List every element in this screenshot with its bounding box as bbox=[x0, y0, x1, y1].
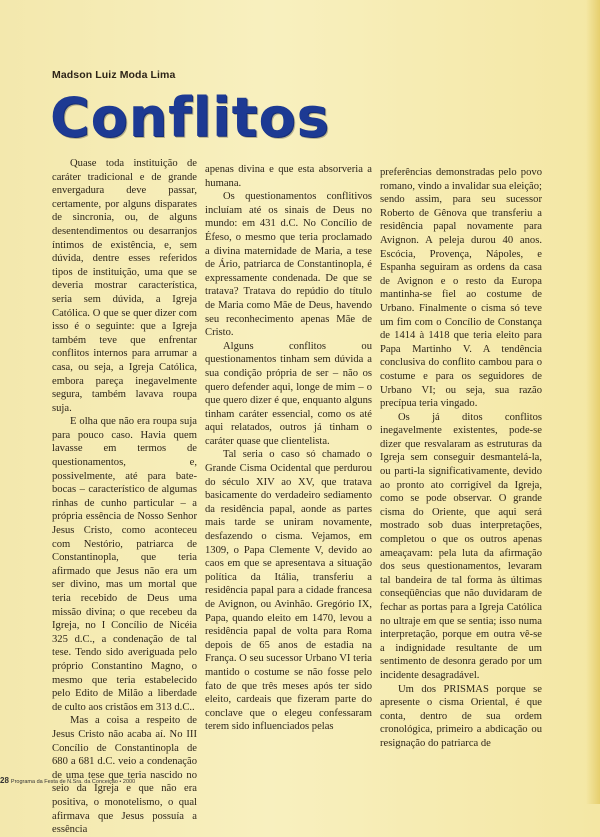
author-name: Madson Luiz Moda Lima bbox=[52, 69, 176, 81]
paragraph: Tal seria o caso só chamado o Grande Cisma Ocidental que perdurou do século XIV ao XV, que tratava basicamente do verdadeiro sediamento da residência papal, aonde as partes mais tarde se uniram novamente, desfazendo o cisma. Vejamos, em 1309, o Papa Clemente V, devido ao caos em que se apresentava a situação política da Itália, transferiu a residência papal para a cidade francesa de Avignon, ou Avinhão. Gregório IX, Papa, quando eleito em 1470, levou a residência papal de volta para Roma depois de 65 anos de estadia na França. O seu sucessor Urbano VI teria mantido o costume se não fosse pelo fato de que três meses após ter sido eleito, cardeais que fizeram parte do conclave que o elegeu confessaram terem sido influenciados pelas bbox=[205, 449, 372, 733]
paragraph: preferências demonstradas pelo povo romano, vindo a invalidar sua eleição; sendo assim, para seu sucessor Roberto de Gênova que transferiu a residência papal novamente para Avignon. A peleja durou 40 anos. Escócia, Provença, Nápoles, e Espanha seguiram as ordens da casa de Avignon e o resto da Europa mantinha-se fiel ao costume de Urbano. Finalmente o cisma só teve um fim com o Concílio de Constança de 1414 à 1418 que teria eleito para Papa Martinho V. A tendência conclusiva do conflito cambou para o costume e para os seguidores de Urbano VI; ou seja, sua razão precípua teria vingado. bbox=[380, 167, 542, 410]
text-column-2 bbox=[205, 163, 372, 734]
paragraph: Os já ditos conflitos inegavelmente existentes, pode-se dizer que resvalaram as estruturas da Igreja sem conseguir desmantelá-la, ou parti-la significativamente, devido ao pronto ato corrigível da Igreja, como se pode observar. O grande cisma do Oriente, que aqui será mostrado sob duas interpretações, completou o que os outros apenas ameaçavam: pela luta da afirmação dos seus questionamentos, levaram tal bandeira de tal forma às últimas conseqüências que não duvidaram de fechar as portas para a Igreja Católica no ultraje em que se sentia; isso numa interpretação, porque em outra vê-se a indignidade resultante de um sentimento de desonra gerado por um incidente desagradável. bbox=[380, 411, 542, 681]
page-edge-shading bbox=[586, 0, 600, 804]
page-footer bbox=[0, 776, 135, 785]
page-number: 28 bbox=[0, 776, 9, 785]
paragraph: E olha que não era roupa suja para pouco caso. Havia quem lavasse em termos de questionamentos, e, possivelmente, até para bate-bocas – característico de algumas rinhas de cunho particular – a própria essência de Nosso Senhor Jesus Cristo, como aconteceu com Nestório, patriarca de Constantinopla, que teria afirmado que Jesus não era um ser divino, mas um mortal que teria recebido de Deus uma missão divina; o que recebeu da Igreja, no I Concílio de Nicéia 325 d.C., a condenação de tal tese. Tendo sido averiguada pelo próprio Constantino Magno, o mesmo que teria estabelecido pelo Edito de Milão a liberdade de culto aos cristãos em 313 d.C.. bbox=[52, 416, 197, 713]
paragraph: Os questionamentos conflitivos incluíam até os sinais de Deus no mundo: em 431 d.C. No Concílio de Éfeso, o mesmo que teria proclamado a divina maternidade de Maria, a tese de Ário, patriarca de Constantinopla, é expressamente condenada. De que se tratava? Tratava do repúdio do título de Maria como Mãe de Deus, havendo seu reconhecimento apenas Mãe de Cristo. bbox=[205, 191, 372, 339]
paragraph: apenas divina e que esta absorveria a humana. bbox=[205, 164, 372, 189]
text-column-3 bbox=[380, 166, 542, 751]
article-title: Conflitos bbox=[50, 86, 330, 149]
footer-text: Programa da Festa de N.Sra. da Conceição • 2000 bbox=[10, 779, 136, 785]
paragraph: Mas a coisa a respeito de Jesus Cristo não acaba aí. No III Concílio de Constantinopla de 680 a 681 d.C. veio a condenação de uma tese que teria nascido no seio da Igreja e que não era positiva, o monotelismo, o qual afirmava que Jesus possuía a essência bbox=[52, 715, 197, 836]
paragraph: Um dos PRISMAS porque se apresente o cisma Oriental, é que conta, dentro de sua ordem cronológica, primeiro a abdicação ou resignação do patriarca de bbox=[380, 683, 542, 749]
paragraph: Quase toda instituição de caráter tradicional e de grande envergadura deve passar, certamente, por alguns disparates de sincronia, ou, de alguns desentendimentos ou desarranjos íntimos de existência, e, sem dúvida, dentre esses referidos tipos de instituição, uma que se deveria mostrar característica, seria sem dúvida, a Igreja Católica. O que se quer dizer com isso é o seguinte: que a Igreja também teve que enfrentar conflitos internos para arrumar a casa, ou seja, a Igreja Católica, embora pareça inegavelmente segura, também lavava roupa suja. bbox=[52, 158, 197, 414]
paragraph: Alguns conflitos ou questionamentos tinham sem dúvida a sua condição própria de ser – não os quero defender aqui, longe de mim – o que quero dizer é que, enquanto alguns tinham caráter essencial, como os até aqui relatados, outros já tinham o caráter quase que clientelista. bbox=[205, 340, 372, 447]
text-column-1 bbox=[52, 157, 197, 837]
